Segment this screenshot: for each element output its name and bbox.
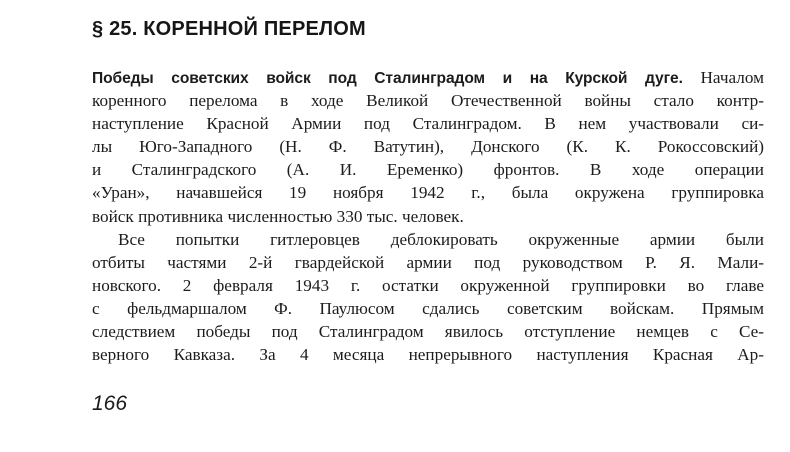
body-text xyxy=(92,66,764,366)
paragraph-2-line-5: следствием победы под Сталинградом явилось отступление немцев с Се- xyxy=(92,322,764,342)
paragraph-1-line-1-rest: Началом xyxy=(700,68,764,87)
paragraph-2-line-3: новского. 2 февраля 1943 г. остатки окруженной группировки во главе xyxy=(92,275,764,295)
paragraph-lead-heading: Победы советских войск под Сталинградом и на Курской дуге. xyxy=(92,70,683,87)
paragraph-2-line-4: с фельдмаршалом Ф. Паулюсом сдались советским войскам. Прямым xyxy=(92,298,764,318)
paragraph-1-line-7: войск противника численностью 330 тыс. человек. xyxy=(92,206,464,226)
paragraph-2-line-2: отбиты частями 2-й гвардейской армии под руководством Р. Я. Мали- xyxy=(92,252,764,272)
paragraph-1-line-1 xyxy=(92,66,764,89)
page-number: 166 xyxy=(92,392,128,415)
paragraph-1-line-6: «Уран», начавшейся 19 ноября 1942 г., была окружена группировка xyxy=(92,183,764,203)
section-heading: § 25. КОРЕННОЙ ПЕРЕЛОМ xyxy=(92,18,366,40)
paragraph-1-line-2: коренного перелома в ходе Великой Отечественной войны стало контр- xyxy=(92,91,764,111)
paragraph-1-line-3: наступление Красной Армии под Сталинградом. В нем участвовали си- xyxy=(92,114,764,134)
paragraph-2-line-1: Все попытки гитлеровцев деблокировать окруженные армии были xyxy=(118,229,764,249)
paragraph-1-line-4: лы Юго-Западного (Н. Ф. Ватутин), Донского (К. К. Рокоссовский) xyxy=(92,137,764,157)
paragraph-2-line-6: верного Кавказа. За 4 месяца непрерывного наступления Красная Ар- xyxy=(92,345,764,365)
paragraph-1-line-5: и Сталинградского (А. И. Еременко) фронтов. В ходе операции xyxy=(92,160,764,180)
